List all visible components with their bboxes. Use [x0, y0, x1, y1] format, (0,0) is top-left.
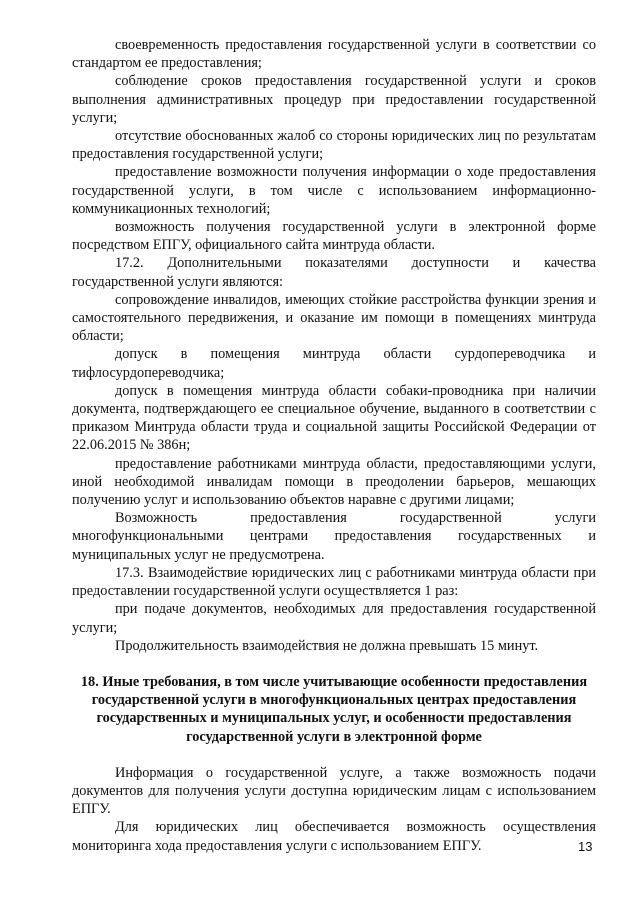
document-page: [72, 36, 596, 855]
paragraph: Продолжительность взаимодействия не должна превышать 15 минут.: [115, 637, 539, 654]
paragraph: предоставление возможности получения информации о ходе предоставления государственной услуги, в том числе с использованием информационно-коммуникационных технологий;: [72, 164, 596, 217]
paragraph: Информация о государственной услуге, а также возможность подачи документов для получения услуги доступна юридическим лицам с использованием ЕПГУ.: [72, 764, 596, 818]
paragraph: отсутствие обоснованных жалоб со стороны юридических лиц по результатам предоставления государственной услуги;: [72, 128, 596, 163]
paragraph: допуск в помещения минтруда области сурдопереводчика и тифлосурдопереводчика;: [72, 346, 596, 381]
paragraph: при подаче документов, необходимых для предоставления государственной услуги;: [72, 601, 596, 636]
spacer: [72, 655, 596, 673]
paragraph: Возможность предоставления государственной услуги многофункциональными центрами предоставления государственных и муниципальных услуг не предусмотрена.: [72, 510, 596, 563]
paragraph: Для юридических лиц обеспечивается возможность осуществления мониторинга хода предоставления услуги с использованием ЕПГУ.: [72, 819, 596, 854]
paragraph: предоставление работниками минтруда области, предоставляющими услуги, иной необходимой инвалидам помощи в преодолении барьеров, мешающих получению услуг и использованию объектов наравне с другими лицами;: [72, 455, 596, 509]
paragraph: возможность получения государственной услуги в электронной форме посредством ЕПГУ, официального сайта минтруда области.: [72, 219, 596, 254]
page-number: 13: [578, 839, 593, 854]
paragraph: сопровождение инвалидов, имеющих стойкие расстройства функции зрения и самостоятельного передвижения, и оказание им помощи в помещениях минтруда области;: [72, 291, 596, 345]
paragraph: 17.3. Взаимодействие юридических лиц с работниками минтруда области при предоставлении государственной услуги осуществляется 1 раз:: [72, 564, 596, 600]
paragraph: допуск в помещения минтруда области собаки-проводника при наличии документа, подтверждающего ее специальное обучение, выданного в соответствии с приказом Минтруда области труда и социальной защиты Российской Федерации от 22.06.2015 № 386н;: [72, 382, 596, 454]
paragraph: соблюдение сроков предоставления государственной услуги и сроков выполнения административных процедур при предоставлении государственной услуги;: [72, 73, 596, 126]
section-heading: 18. Иные требования, в том числе учитывающие особенности предоставления государственной услуги в многофункциональных центрах предоставления государственных и муниципальных услуг, и особенности предоставления государственной услуги в электронной форме: [80, 673, 588, 745]
paragraph: своевременность предоставления государственной услуги в соответствии со стандартом ее предоставления;: [72, 37, 596, 72]
spacer: [72, 746, 596, 764]
paragraph: 17.2. Дополнительными показателями доступности и качества государственной услуги являются:: [72, 255, 596, 290]
